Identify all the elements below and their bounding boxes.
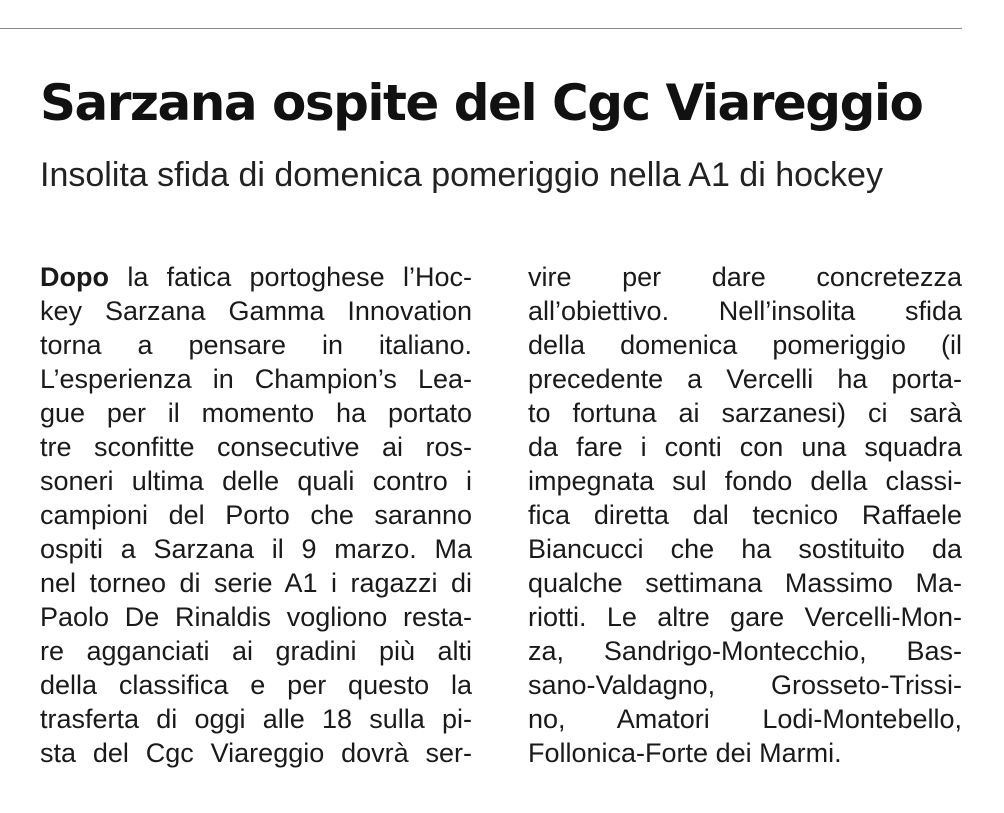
body-line: torna a pensare in italiano.: [40, 330, 472, 360]
body-line: impegnata sul fondo della classi-: [528, 466, 962, 496]
body-line: no, Amatori Lodi-Montebello,: [528, 704, 962, 734]
body-line: campioni del Porto che saranno: [40, 500, 472, 530]
body-line: da fare i conti con una squadra: [528, 432, 962, 462]
article-headline: Sarzana ospite del Cgc Viareggio: [40, 74, 923, 132]
body-line: precedente a Vercelli ha porta-: [528, 364, 962, 394]
body-line: to fortuna ai sarzanesi) ci sarà: [528, 398, 962, 428]
body-line: soneri ultima delle quali contro i: [40, 466, 472, 496]
top-divider: [0, 28, 962, 29]
body-line: fica diretta dal tecnico Raffaele: [528, 500, 962, 530]
body-line: sano-Valdagno, Grosseto-Trissi-: [528, 670, 962, 700]
lead-word: Dopo: [40, 262, 109, 292]
body-line: key Sarzana Gamma Innovation: [40, 296, 472, 326]
body-line: all’obiettivo. Nell’insolita sfida: [528, 296, 962, 326]
body-line: qualche settimana Massimo Ma-: [528, 568, 962, 598]
body-line: gue per il momento ha portato: [40, 398, 472, 428]
body-line: della domenica pomeriggio (il: [528, 330, 962, 360]
body-line: re agganciati ai gradini più alti: [40, 636, 472, 666]
body-line: Follonica-Forte dei Marmi.: [528, 738, 842, 768]
body-line: ospiti a Sarzana il 9 marzo. Ma: [40, 534, 472, 564]
body-line: vire per dare concretezza: [528, 262, 962, 292]
body-line: Dopo la fatica portoghese l’Hoc-: [40, 262, 472, 292]
body-line: trasferta di oggi alle 18 sulla pi-: [40, 704, 472, 734]
body-line: Biancucci che ha sostituito da: [528, 534, 962, 564]
body-line: della classifica e per questo la: [40, 670, 472, 700]
article-body-right-column: [528, 260, 962, 770]
body-line: tre sconfitte consecutive ai ros-: [40, 432, 472, 462]
article-body-left-column: [40, 260, 472, 770]
body-line: L’esperienza in Champion’s Lea-: [40, 364, 472, 394]
body-line: Paolo De Rinaldis vogliono resta-: [40, 602, 472, 632]
body-line: nel torneo di serie A1 i ragazzi di: [40, 568, 472, 598]
body-line: riotti. Le altre gare Vercelli-Mon-: [528, 602, 962, 632]
body-line: sta del Cgc Viareggio dovrà ser-: [40, 738, 472, 768]
body-line: za, Sandrigo-Montecchio, Bas-: [528, 636, 962, 666]
article-subheadline: Insolita sfida di domenica pomeriggio nella A1 di hockey: [40, 156, 883, 194]
